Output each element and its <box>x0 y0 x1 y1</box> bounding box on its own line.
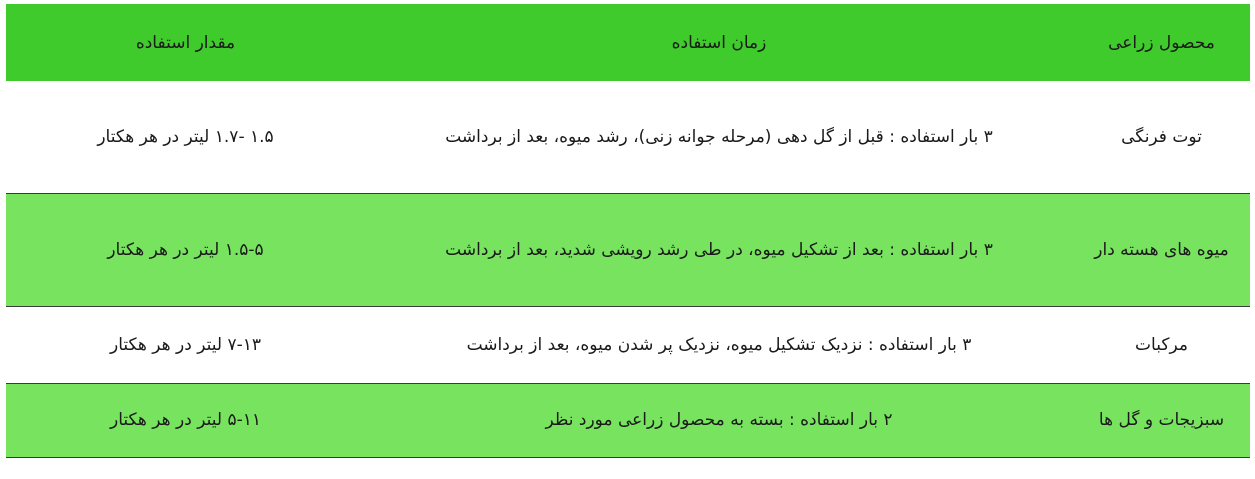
cell-time: ۳ بار استفاده : نزدیک تشکیل میوه، نزدیک پر شدن میوه، بعد از برداشت <box>365 307 1073 384</box>
usage-table <box>6 4 1250 458</box>
header-crop: محصول زراعی <box>1073 4 1250 81</box>
cell-crop: مرکبات <box>1073 307 1250 384</box>
cell-amount: ۱.۵ -۱.۷ لیتر در هر هکتار <box>6 81 365 194</box>
cell-amount: ۱.۵-۵ لیتر در هر هکتار <box>6 194 365 307</box>
usage-table-container <box>6 4 1250 458</box>
header-time: زمان استفاده <box>365 4 1073 81</box>
header-amount: مقدار استفاده <box>6 4 365 81</box>
cell-amount: ۷-۱۳ لیتر در هر هکتار <box>6 307 365 384</box>
header-row <box>6 4 1250 81</box>
table-row <box>6 384 1250 458</box>
table-header <box>6 4 1250 81</box>
table-row <box>6 81 1250 194</box>
cell-amount: ۵-۱۱ لیتر در هر هکتار <box>6 384 365 458</box>
cell-time: ۳ بار استفاده : قبل از گل دهی (مرحله جوانه زنی)، رشد میوه، بعد از برداشت <box>365 81 1073 194</box>
cell-crop: میوه های هسته دار <box>1073 194 1250 307</box>
table-body <box>6 81 1250 458</box>
cell-crop: توت فرنگی <box>1073 81 1250 194</box>
cell-crop: سبزیجات و گل ها <box>1073 384 1250 458</box>
cell-time: ۲ بار استفاده : بسته به محصول زراعی مورد نظر <box>365 384 1073 458</box>
table-row <box>6 194 1250 307</box>
cell-time: ۳ بار استفاده : بعد از تشکیل میوه، در طی رشد رویشی شدید، بعد از برداشت <box>365 194 1073 307</box>
table-row <box>6 307 1250 384</box>
